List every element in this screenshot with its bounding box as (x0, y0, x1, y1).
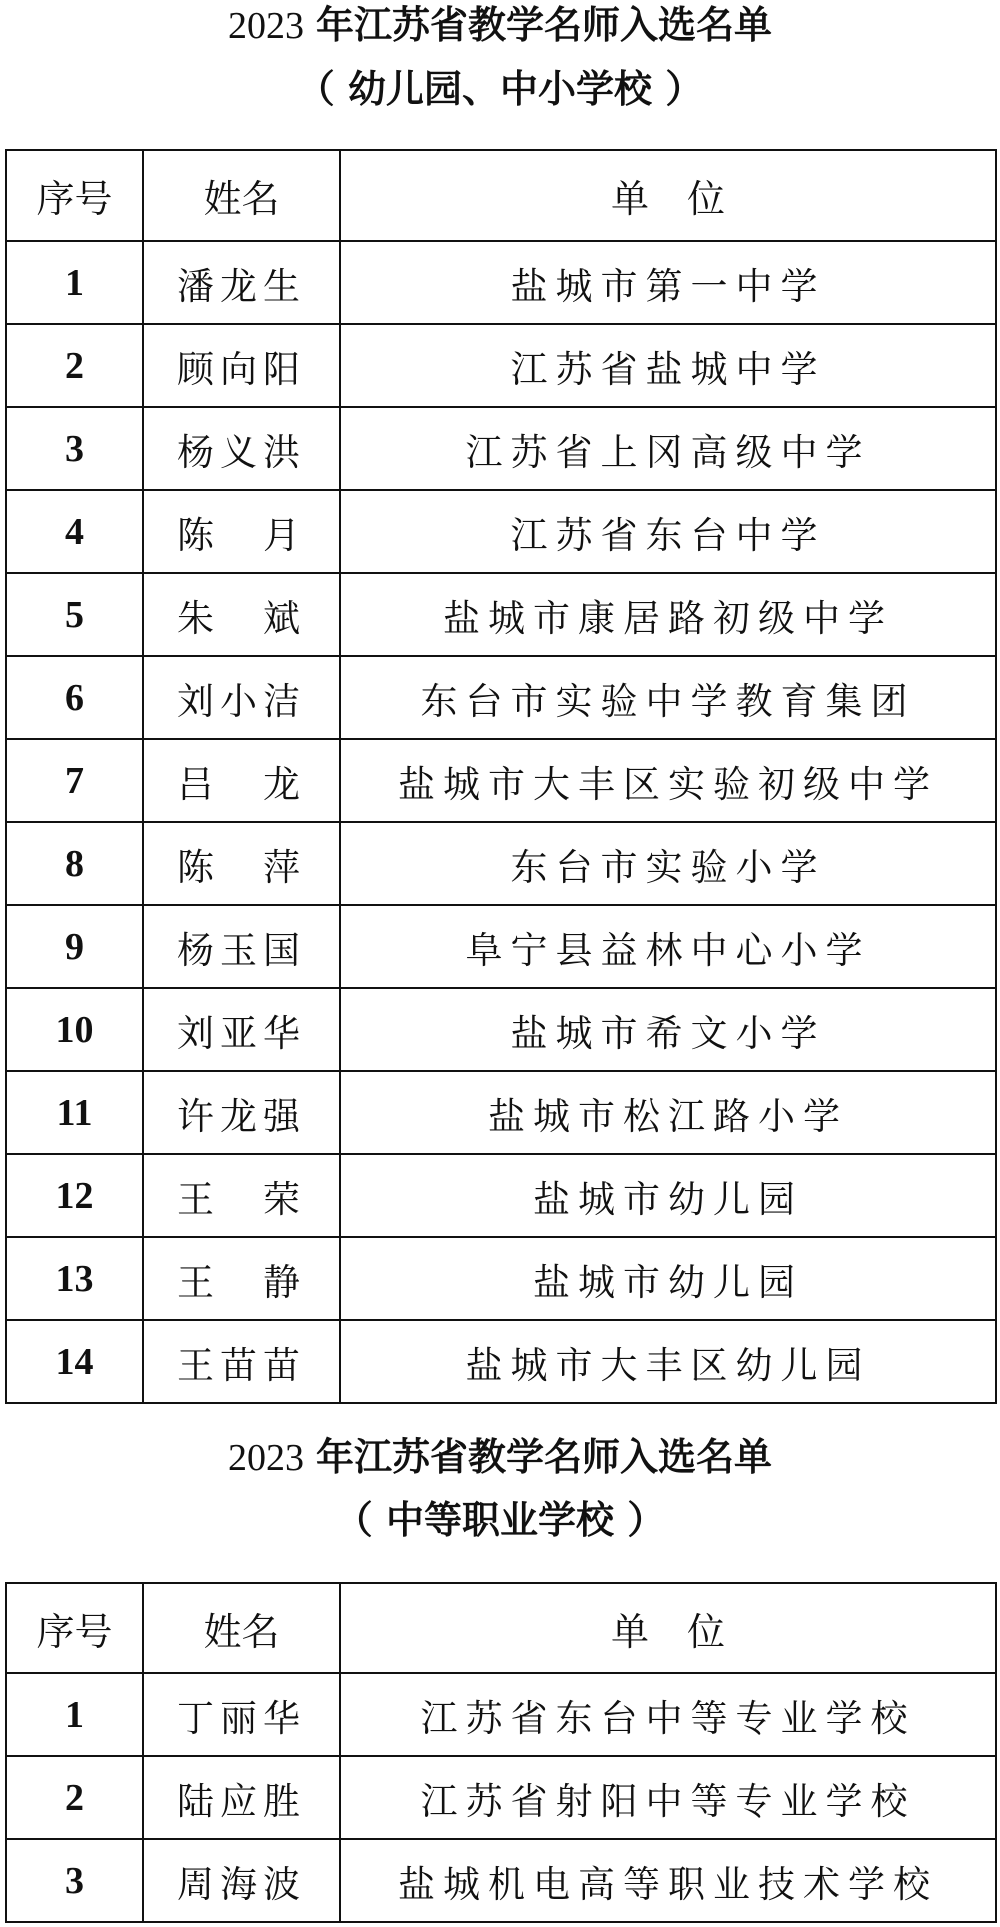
row-name: 王 静 (143, 1237, 340, 1320)
row-unit: 江苏省东台中学 (340, 490, 996, 573)
row-number: 11 (6, 1071, 143, 1154)
row-number: 6 (6, 656, 143, 739)
row-number: 3 (6, 1839, 143, 1922)
header-unit: 单 位 (340, 1583, 996, 1673)
table-row (6, 1071, 996, 1154)
row-name: 顾向阳 (143, 324, 340, 407)
row-unit: 阜宁县益林中心小学 (340, 905, 996, 988)
row-unit: 盐城市幼儿园 (340, 1237, 996, 1320)
row-number: 5 (6, 573, 143, 656)
section2-table-body (6, 1673, 996, 1922)
row-name: 王苗苗 (143, 1320, 340, 1403)
row-name: 陈 萍 (143, 822, 340, 905)
row-name: 杨义洪 (143, 407, 340, 490)
row-name: 朱 斌 (143, 573, 340, 656)
table-row (6, 739, 996, 822)
section1-table-body (6, 241, 996, 1403)
row-number: 13 (6, 1237, 143, 1320)
row-number: 4 (6, 490, 143, 573)
table-row (6, 490, 996, 573)
row-number: 3 (6, 407, 143, 490)
section1-title-year: 2023 (227, 5, 304, 47)
section2-table (5, 1582, 997, 1923)
table-row (6, 1756, 996, 1839)
row-name: 许龙强 (143, 1071, 340, 1154)
header-unit: 单 位 (340, 150, 996, 241)
row-number: 1 (6, 241, 143, 324)
row-name: 刘亚华 (143, 988, 340, 1071)
row-name: 潘龙生 (143, 241, 340, 324)
row-unit: 东台市实验中学教育集团 (340, 656, 996, 739)
table-header-row (6, 1583, 996, 1673)
row-name: 吕 龙 (143, 739, 340, 822)
section1-table (5, 149, 997, 1404)
row-name: 陈 月 (143, 490, 340, 573)
row-unit: 江苏省盐城中学 (340, 324, 996, 407)
row-unit: 盐城机电高等职业技术学校 (340, 1839, 996, 1922)
row-unit: 盐城市大丰区幼儿园 (340, 1320, 996, 1403)
table-row (6, 1237, 996, 1320)
row-name: 王 荣 (143, 1154, 340, 1237)
header-no: 序号 (6, 1583, 143, 1673)
row-number: 1 (6, 1673, 143, 1756)
header-no: 序号 (6, 150, 143, 241)
table-row (6, 656, 996, 739)
section2-title-text: 年江苏省教学名师入选名单 (316, 1435, 773, 1479)
row-unit: 盐城市康居路初级中学 (340, 573, 996, 656)
row-name: 杨玉国 (143, 905, 340, 988)
table-row (6, 988, 996, 1071)
row-number: 2 (6, 324, 143, 407)
table-row (6, 1839, 996, 1922)
row-number: 8 (6, 822, 143, 905)
row-name: 陆应胜 (143, 1756, 340, 1839)
section2-subtitle: （ 中等职业学校 ） (334, 1498, 666, 1542)
row-unit: 盐城市第一中学 (340, 241, 996, 324)
table-row (6, 241, 996, 324)
section1-title (0, 3, 1000, 47)
row-unit: 盐城市幼儿园 (340, 1154, 996, 1237)
row-number: 12 (6, 1154, 143, 1237)
row-number: 10 (6, 988, 143, 1071)
row-unit: 江苏省上冈高级中学 (340, 407, 996, 490)
table-row (6, 905, 996, 988)
table-row (6, 822, 996, 905)
row-unit: 江苏省射阳中等专业学校 (340, 1756, 996, 1839)
row-unit: 江苏省东台中等专业学校 (340, 1673, 996, 1756)
section1-title-text: 年江苏省教学名师入选名单 (316, 3, 773, 47)
section2-title (0, 1435, 1000, 1479)
row-unit: 盐城市希文小学 (340, 988, 996, 1071)
table-header-row (6, 150, 996, 241)
section2-title-year: 2023 (227, 1437, 304, 1479)
table-row (6, 1320, 996, 1403)
row-number: 7 (6, 739, 143, 822)
row-unit: 盐城市松江路小学 (340, 1071, 996, 1154)
table-row (6, 1673, 996, 1756)
row-number: 2 (6, 1756, 143, 1839)
row-name: 刘小洁 (143, 656, 340, 739)
table-row (6, 324, 996, 407)
table-row (6, 1154, 996, 1237)
table-row (6, 407, 996, 490)
row-number: 9 (6, 905, 143, 988)
row-unit: 盐城市大丰区实验初级中学 (340, 739, 996, 822)
row-name: 周海波 (143, 1839, 340, 1922)
header-name: 姓名 (143, 150, 340, 241)
section1-subtitle: （ 幼儿园、中小学校 ） (296, 67, 704, 111)
row-name: 丁丽华 (143, 1673, 340, 1756)
header-name: 姓名 (143, 1583, 340, 1673)
table-row (6, 573, 996, 656)
row-number: 14 (6, 1320, 143, 1403)
row-unit: 东台市实验小学 (340, 822, 996, 905)
